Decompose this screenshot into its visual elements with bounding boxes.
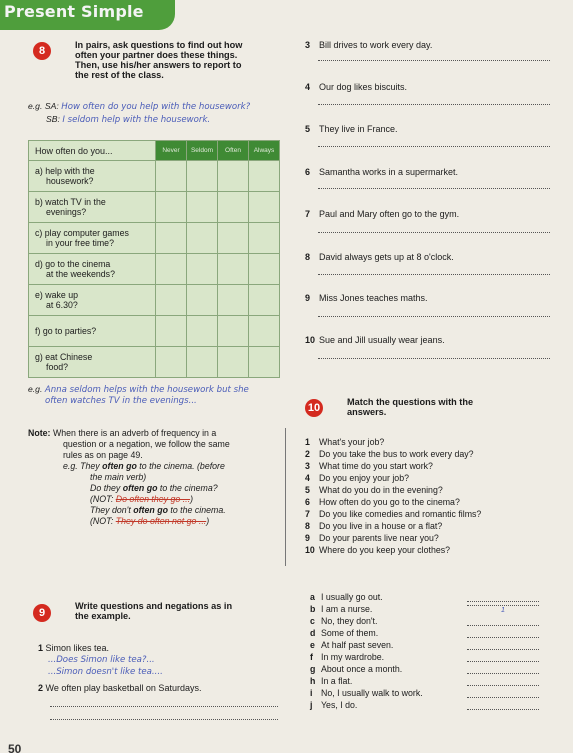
answer-option (310, 652, 384, 662)
table-cell[interactable] (249, 161, 280, 192)
answer-letter: b (310, 604, 316, 614)
table-cell[interactable] (249, 285, 280, 316)
table-row-activity (29, 285, 156, 316)
table-row (29, 254, 280, 285)
table-row-activity (29, 254, 156, 285)
answer-line[interactable] (318, 104, 550, 105)
example-text: They (80, 461, 103, 471)
match-blank[interactable] (467, 709, 539, 710)
item-number: 2 (38, 683, 44, 693)
answer-line[interactable] (318, 146, 550, 147)
table-cell[interactable] (187, 161, 218, 192)
example-text: They don't (90, 505, 134, 515)
table-cell[interactable] (187, 223, 218, 254)
answer-text: At half past seven. (321, 640, 394, 650)
answer-option (310, 676, 352, 686)
table-cell[interactable] (218, 223, 249, 254)
item-number: 1 (38, 643, 44, 653)
table-row-activity (29, 161, 156, 192)
question-number: 8 (305, 521, 310, 531)
note-line: question or a negation, we follow the same (63, 439, 230, 449)
item-text: David always gets up at 8 o'clock. (319, 252, 454, 262)
table-cell[interactable] (249, 254, 280, 285)
item-text: Samantha works in a supermarket. (319, 167, 459, 177)
example-text: ) (190, 494, 194, 504)
exercise-8-example (28, 100, 298, 126)
exercise-9-item-2 (38, 683, 288, 693)
item-number: 9 (305, 293, 311, 303)
exercise-item (305, 335, 553, 345)
grammar-note (28, 428, 286, 566)
table-cell[interactable] (156, 285, 187, 316)
table-cell[interactable] (249, 316, 280, 347)
question-item (305, 497, 460, 507)
activity-line: f) go to parties? (35, 326, 97, 336)
exercise-item (305, 40, 553, 50)
note-example-5 (28, 516, 285, 527)
question-number: 5 (305, 485, 310, 495)
question-item (305, 437, 384, 447)
table-row-activity (29, 223, 156, 254)
question-number: 7 (305, 509, 310, 519)
answer-line[interactable] (318, 316, 550, 317)
activity-line: evenings? (46, 207, 87, 217)
question-text: Do your parents live near you? (319, 533, 439, 543)
instruction-line: Then, use his/her answers to report to (75, 60, 242, 70)
table-cell[interactable] (156, 192, 187, 223)
question-text: How often do you go to the cinema? (319, 497, 460, 507)
answer-letter: c (310, 616, 315, 626)
question-number: 2 (305, 449, 310, 459)
item-text: Paul and Mary often go to the gym. (319, 209, 460, 219)
answer-text: Yes, I do. (321, 700, 358, 710)
instruction-line: In pairs, ask questions to find out how (75, 40, 243, 50)
answer-line[interactable] (318, 232, 550, 233)
question-item (305, 473, 409, 483)
table-row-activity (29, 192, 156, 223)
instruction-line: answers. (347, 407, 387, 417)
activity-line: housework? (46, 176, 94, 186)
example-text: (NOT: (90, 516, 116, 526)
table-row (29, 347, 280, 378)
question-text: What's your job? (319, 437, 385, 447)
table-row (29, 223, 280, 254)
frequency-table (28, 140, 280, 378)
note-label: Note: (28, 428, 51, 438)
table-cell[interactable] (249, 223, 280, 254)
instruction-line: often your partner does these things. (75, 50, 238, 60)
example-text: to the cinema. (before (136, 461, 225, 471)
table-cell[interactable] (187, 254, 218, 285)
table-row-activity (29, 347, 156, 378)
exercise-item (305, 252, 553, 262)
answer-option (310, 700, 357, 710)
note-example-3 (28, 494, 285, 505)
table-cell[interactable] (218, 316, 249, 347)
note-example-4 (28, 505, 285, 516)
question-number: 9 (305, 533, 310, 543)
table-cell[interactable] (156, 316, 187, 347)
speaker-b-label: SB: (46, 114, 60, 124)
activity-line: c) play computer games (35, 228, 129, 238)
question-item (305, 461, 433, 471)
written-answer: ...Does Simon like tea?... (48, 655, 155, 665)
table-row (29, 316, 280, 347)
table-header-question: How often do you... (29, 141, 156, 161)
exercise-item (305, 167, 553, 177)
item-text: Bill drives to work every day. (319, 40, 433, 50)
example-prefix: e.g. (28, 101, 43, 111)
activity-line: d) go to the cinema (35, 259, 111, 269)
example-emphasis: often go (122, 483, 158, 493)
example-text: Do they (90, 483, 123, 493)
question-number: 10 (305, 545, 315, 555)
question-text: What do you do in the evening? (319, 485, 443, 495)
table-cell[interactable] (249, 192, 280, 223)
question-text: Where do you keep your clothes? (319, 545, 451, 555)
question-number: 6 (305, 497, 310, 507)
answer-letter: g (310, 664, 316, 674)
answer-letter: h (310, 676, 316, 686)
item-number: 7 (305, 209, 311, 219)
exercise-8-report-example (28, 384, 288, 407)
answer-text: No, I usually walk to work. (321, 688, 423, 698)
answer-line[interactable] (318, 188, 550, 189)
answer-letter: f (310, 652, 313, 662)
answer-option (310, 664, 402, 674)
table-cell[interactable] (218, 254, 249, 285)
answer-letter: j (310, 700, 313, 710)
answer-text: I usually go out. (321, 592, 383, 602)
question-number: 1 (305, 437, 310, 447)
answer-text: In my wardrobe. (321, 652, 385, 662)
table-cell[interactable] (218, 347, 249, 378)
match-blank[interactable] (467, 649, 539, 650)
question-item (305, 521, 442, 531)
item-text: Our dog likes biscuits. (319, 82, 408, 92)
table-cell[interactable] (156, 347, 187, 378)
match-blank[interactable] (467, 685, 539, 686)
section-title: Present Simple (4, 2, 144, 21)
table-cell[interactable] (187, 316, 218, 347)
item-number: 3 (305, 40, 311, 50)
note-example-1-cont: the main verb) (90, 472, 147, 482)
answer-text: No, they don't. (321, 616, 378, 626)
example-text: to the cinema? (157, 483, 218, 493)
table-cell[interactable] (218, 161, 249, 192)
activity-line: b) watch TV in the (35, 197, 106, 207)
answer-letter: a (310, 592, 315, 602)
example-emphasis: often go (102, 461, 137, 471)
answer-letter: i (310, 688, 313, 698)
example-strikethrough: They do often not go ... (115, 516, 207, 526)
speaker-b-text: I seldom help with the housework. (62, 115, 211, 125)
answer-text: In a flat. (321, 676, 353, 686)
item-number: 8 (305, 252, 311, 262)
question-text: Do you enjoy your job? (319, 473, 409, 483)
table-row (29, 192, 280, 223)
answer-option (310, 592, 383, 602)
example-text: to the cinema. (167, 505, 226, 515)
instruction-line: Write questions and negations as in (75, 601, 233, 611)
table-cell[interactable] (187, 285, 218, 316)
instruction-line: the example. (75, 611, 131, 621)
table-cell[interactable] (187, 192, 218, 223)
answer-text: About once a month. (321, 664, 403, 674)
question-item (305, 533, 439, 543)
answer-text: I am a nurse. (321, 604, 373, 614)
exercise-10-instruction (347, 397, 547, 417)
activity-line: a) help with the (35, 166, 95, 176)
table-cell[interactable] (249, 347, 280, 378)
table-cell[interactable] (156, 254, 187, 285)
exercise-8-badge: 8 (33, 42, 51, 60)
item-text: Sue and Jill usually wear jeans. (319, 335, 445, 345)
answer-text: Some of them. (321, 628, 379, 638)
note-example-1 (28, 461, 285, 472)
activity-line: g) eat Chinese (35, 352, 93, 362)
answer-option (310, 688, 423, 698)
table-header-row (29, 141, 280, 161)
question-item (305, 509, 481, 519)
activity-line: in your free time? (46, 238, 114, 248)
answer-option (310, 628, 378, 638)
table-header-always: Always (249, 141, 280, 161)
question-number: 4 (305, 473, 310, 483)
example-text: ) (206, 516, 210, 526)
question-text: Do you like comedies and romantic films? (319, 509, 482, 519)
question-text: Do you take the bus to work every day? (319, 449, 474, 459)
table-cell[interactable] (187, 347, 218, 378)
table-cell[interactable] (218, 192, 249, 223)
answer-line[interactable] (318, 358, 550, 359)
match-blank[interactable] (467, 661, 539, 662)
question-item (305, 449, 474, 459)
answer-option (310, 604, 372, 614)
activity-line: at 6.30? (46, 300, 78, 310)
item-text: They live in France. (319, 124, 398, 134)
exercise-item (305, 124, 553, 134)
match-blank[interactable] (467, 601, 539, 602)
page-number: 50 (8, 742, 22, 753)
exercise-8-instruction (75, 40, 300, 80)
question-text: Do you live in a house or a flat? (319, 521, 443, 531)
speaker-a-label: SA: (44, 101, 59, 111)
table-header-never: Never (156, 141, 187, 161)
table-row (29, 161, 280, 192)
report-line: Anna seldom helps with the housework but she (44, 385, 249, 395)
report-line: often watches TV in the evenings... (45, 396, 197, 406)
instruction-line: the rest of the class. (75, 70, 164, 80)
table-cell[interactable] (218, 285, 249, 316)
example-prefix: e.g. (28, 384, 43, 394)
activity-line: e) wake up (35, 290, 79, 300)
item-text: Simon likes tea. (45, 643, 110, 653)
note-line: When there is an adverb of frequency in a (52, 428, 217, 438)
answer-line[interactable] (318, 60, 550, 61)
speaker-a-text: How often do you help with the housework? (61, 102, 251, 112)
table-row (29, 285, 280, 316)
answer-option (310, 640, 393, 650)
match-blank[interactable] (467, 697, 539, 698)
exercise-item (305, 82, 553, 92)
table-header-often: Often (218, 141, 249, 161)
match-blank[interactable] (467, 673, 539, 674)
match-blank[interactable] (467, 637, 539, 638)
table-row-activity (29, 316, 156, 347)
answer-line[interactable] (318, 274, 550, 275)
match-blank[interactable]: 1 (467, 605, 539, 606)
exercise-item (305, 293, 553, 303)
question-text: What time do you start work? (319, 461, 433, 471)
answer-line[interactable] (50, 706, 278, 707)
answer-letter: e (310, 640, 315, 650)
table-cell[interactable] (156, 161, 187, 192)
question-item (305, 545, 450, 555)
item-text: Miss Jones teaches maths. (319, 293, 428, 303)
example-emphasis: often go (133, 505, 168, 515)
item-text: We often play basketball on Saturdays. (45, 683, 202, 693)
item-number: 5 (305, 124, 311, 134)
exercise-item (305, 209, 553, 219)
answer-line[interactable] (50, 719, 278, 720)
exercise-10-badge: 10 (305, 399, 323, 417)
note-example-2 (28, 483, 285, 494)
example-text: (NOT: (90, 494, 116, 504)
activity-line: food? (46, 362, 69, 372)
table-header-seldom: Seldom (187, 141, 218, 161)
example-prefix: e.g. (63, 461, 78, 471)
example-strikethrough: Do often they go ... (115, 494, 191, 504)
answer-letter: d (310, 628, 316, 638)
question-number: 3 (305, 461, 310, 471)
item-number: 10 (305, 335, 316, 345)
written-answer: ...Simon doesn't like tea.... (48, 667, 163, 677)
match-blank[interactable] (467, 625, 539, 626)
item-number: 4 (305, 82, 311, 92)
item-number: 6 (305, 167, 311, 177)
exercise-9-item-1 (38, 642, 288, 678)
instruction-line: Match the questions with the (347, 397, 474, 407)
question-item (305, 485, 443, 495)
exercise-9-badge: 9 (33, 604, 51, 622)
table-cell[interactable] (156, 223, 187, 254)
exercise-9-instruction (75, 601, 290, 621)
activity-line: at the weekends? (46, 269, 115, 279)
answer-option (310, 616, 377, 626)
note-line: rules as on page 49. (63, 450, 143, 460)
